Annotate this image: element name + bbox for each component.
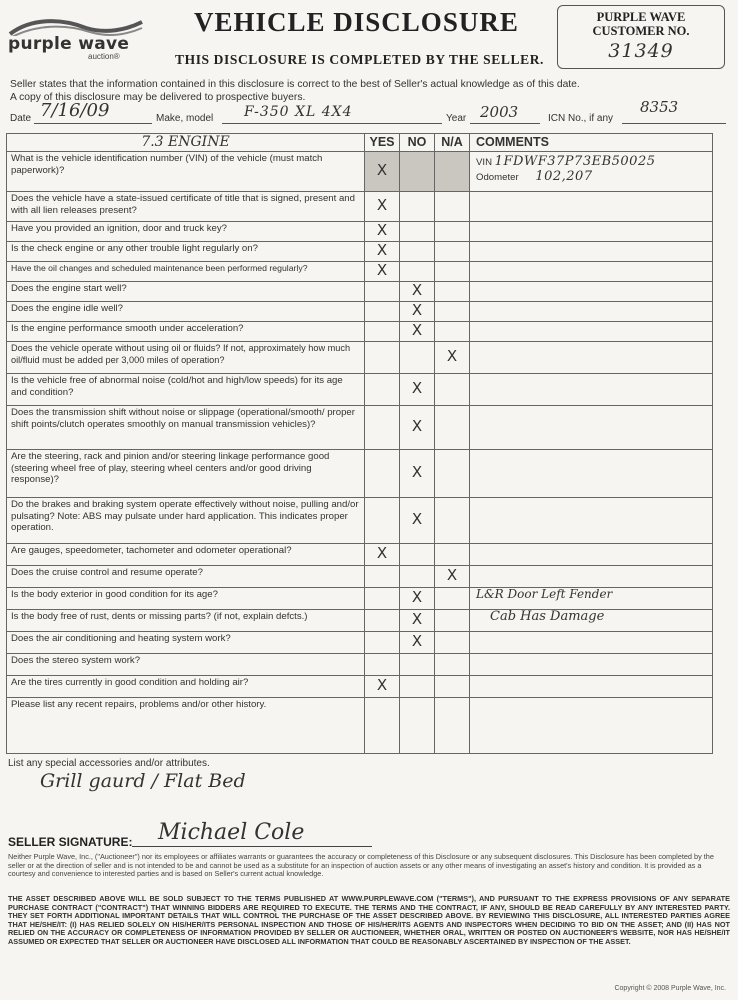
make-value: F-350 XL 4X4	[244, 104, 353, 120]
terms-text: THE ASSET DESCRIBED ABOVE WILL BE SOLD SUBJECT TO THE TERMS PUBLISHED AT WWW.PURPLEWAVE.COM ("TERMS"), AND PURSUANT TO THE EXPRESS PROVISIONS OF ANY SEPARATE PURCHASE CONTRACT ("CONTRACT") THAT WINNING BIDDERS ARE REQUIRED TO EXECUTE. THE TERMS AND THE CONTRACT, IF ANY, SHOULD BE READ CAREFULLY BY ANY INTERESTED PARTY. THEY SET FORTH ADDITIONAL IMPORTANT DETAILS THAT WILL CONTROL THE PURCHASE OF THE ASSET DESCRIBED ABOVE. BY REVIEWING THIS DISCLOSURE, ALL INTERESTED PARTIES AGREE THAT HE/SHE/IT: (I) HAS RELIED SOLELY ON HIS/HER/ITS PERSONAL INSPECTION AND THOSE OF HIS/HER/ITS AGENTS AND INSPECTORS WHEN DECIDING TO BID ON THE ASSET; AND (II) HAS NOT RELIED ON THE ACCURACY OR COMPLETENESS OF INFORMATION PROVIDED BY SELLER OR AUCTIONEER, WHETHER ORAL, WRITTEN OR POSTED ON AUCTIONEER'S WEBSITE, NOR HAS HE/SHE/IT ASSUMED OR EXPECTED THAT SELLER OR AUCTIONEER HAVE DISCLOSED ALL INFORMATION THAT COULD BE REASONABLY ASCERTAINED BY INSPECTION OF THE ASSET.	[8, 894, 730, 946]
table-row	[7, 676, 713, 698]
logo-sub: auction®	[88, 52, 120, 61]
table-row	[7, 222, 713, 242]
yes-mark: X	[376, 260, 388, 279]
table-row	[7, 242, 713, 262]
customer-number-value: 31349	[608, 40, 674, 62]
question-text: Does the stereo system work?	[7, 654, 365, 676]
table-row	[7, 544, 713, 566]
signature-line	[132, 846, 372, 847]
no-mark: X	[411, 280, 423, 299]
table-row	[7, 152, 713, 192]
icn-value: 8353	[640, 98, 679, 116]
answer-yes	[365, 152, 400, 192]
vin-value: 1FDWF37P73EB50025	[494, 154, 656, 169]
table-row	[7, 632, 713, 654]
accessories-label: List any special accessories and/or attributes.	[8, 758, 210, 769]
yes-mark: X	[376, 160, 388, 179]
table-row	[7, 406, 713, 450]
year-label: Year	[446, 113, 467, 124]
logo-brand: purple wave	[8, 34, 130, 54]
yes-mark: X	[376, 220, 388, 239]
intro-line-1: Seller states that the information contained in this disclosure is correct to the best of Seller's actual knowledge as of this date.	[10, 79, 580, 90]
signature-value: Michael Cole	[158, 820, 305, 845]
odometer-value: 102,207	[535, 168, 593, 184]
table-row	[7, 302, 713, 322]
yes-mark: X	[376, 675, 388, 694]
table-row	[7, 498, 713, 544]
question-text: Is the body exterior in good condition for its age?	[7, 588, 365, 610]
disclaimer-text: Neither Purple Wave, Inc., ("Auctioneer") nor its employees or affiliates warrants or guarantees the accuracy or completeness of this Disclosure or any subsequent disclosures. This Disclosure has been completed by the seller or at the direction of seller and is not intended to be and cannot be used as a substitute for an inspection of auction assets or any other means of investigating an asset's history and condition. It is provided as a courtesy and convenience to interested parties and is based on Seller's current actual knowledge.	[8, 852, 714, 879]
table-row	[7, 450, 713, 498]
answer-na	[435, 152, 470, 192]
no-mark: X	[411, 509, 423, 528]
yes-mark: X	[376, 543, 388, 562]
question-text: Does the vehicle operate without using oil or fluids? If not, approximately how much oil/fluid must be added per 3,000 miles of operation?	[7, 342, 365, 374]
wave-logo-icon	[6, 16, 146, 36]
question-text: Are the steering, rack and pinion and/or steering linkage performance good (steering wheel free of play, steering wheel centers and/or good driving response)?	[7, 450, 365, 498]
make-label: Make, model	[156, 113, 214, 124]
question-text: Does the transmission shift without noise or slippage (operational/smooth/ proper shift points/clutch operates smoothly on manual transmission vehicles)?	[7, 406, 365, 450]
question-text: Is the vehicle free of abnormal noise (cold/hot and high/low speeds) for its age and condition?	[7, 374, 365, 406]
question-text: Have you provided an ignition, door and truck key?	[7, 222, 365, 242]
question-text: Does the engine idle well?	[7, 302, 365, 322]
customer-label-line2: CUSTOMER NO.	[592, 24, 690, 38]
table-row	[7, 374, 713, 406]
intro-line-2: A copy of this disclosure may be delivered to prospective buyers.	[10, 92, 306, 103]
copyright: Copyright © 2008 Purple Wave, Inc.	[614, 985, 726, 992]
question-text: Is the engine performance smooth under acceleration?	[7, 322, 365, 342]
table-row	[7, 262, 713, 282]
disclosure-table	[6, 133, 713, 754]
no-mark: X	[411, 462, 423, 481]
question-text: Are gauges, speedometer, tachometer and odometer operational?	[7, 544, 365, 566]
accessories-value: Grill gaurd / Flat Bed	[40, 770, 246, 792]
na-mark: X	[446, 565, 458, 584]
question-text: Does the engine start well?	[7, 282, 365, 302]
no-mark: X	[411, 587, 423, 606]
table-row	[7, 698, 713, 754]
table-header-row	[7, 134, 713, 152]
no-mark: X	[411, 300, 423, 319]
question-text: What is the vehicle identification number (VIN) of the vehicle (must match paperwork)?	[7, 152, 365, 192]
table-row	[7, 282, 713, 302]
table-row	[7, 342, 713, 374]
header-no: NO	[400, 134, 435, 152]
intro-text	[10, 78, 730, 104]
question-text: Is the check engine or any other trouble light regularly on?	[7, 242, 365, 262]
question-text: Are the tires currently in good condition and holding air?	[7, 676, 365, 698]
comment-rust: Cab Has Damage	[490, 609, 605, 624]
question-text: Please list any recent repairs, problems and/or other history.	[7, 698, 365, 754]
customer-number-box	[557, 5, 725, 69]
no-mark: X	[411, 416, 423, 435]
customer-label-line1: PURPLE WAVE	[596, 10, 686, 24]
header-comments: COMMENTS	[470, 134, 713, 152]
question-text: Have the oil changes and scheduled maintenance been performed regularly?	[7, 262, 365, 282]
odometer-label: Odometer	[476, 171, 519, 183]
question-text: Do the brakes and braking system operate effectively without noise, pulling and/or pulsating? Note: ABS may pulsate under hard application. This indicates proper operation.	[7, 498, 365, 544]
no-mark: X	[411, 378, 423, 397]
date-value: 7/16/09	[40, 100, 110, 121]
engine-note: 7.3 ENGINE	[141, 133, 230, 150]
year-value: 2003	[480, 103, 519, 121]
question-text: Does the cruise control and resume operate?	[7, 566, 365, 588]
question-text: Does the air conditioning and heating system work?	[7, 632, 365, 654]
header-na: N/A	[435, 134, 470, 152]
table-row	[7, 610, 713, 632]
vin-odometer-cell	[470, 152, 713, 192]
question-text: Does the vehicle have a state-issued certificate of title that is signed, present and with all lien releases present?	[7, 192, 365, 222]
question-text: Is the body free of rust, dents or missing parts? (if not, explain defcts.)	[7, 610, 365, 632]
table-row	[7, 192, 713, 222]
icn-label: ICN No., if any	[548, 113, 614, 124]
signature-label: SELLER SIGNATURE:	[8, 835, 133, 849]
table-row	[7, 588, 713, 610]
header-yes: YES	[365, 134, 400, 152]
table-row	[7, 322, 713, 342]
page-subtitle: THIS DISCLOSURE IS COMPLETED BY THE SELLER.	[175, 52, 545, 67]
purple-wave-logo	[6, 16, 146, 61]
comment-body: L&R Door Left Fender	[476, 587, 613, 601]
no-mark: X	[411, 320, 423, 339]
na-mark: X	[446, 346, 458, 365]
date-label: Date	[10, 113, 32, 124]
no-mark: X	[411, 609, 423, 628]
page-title: VEHICLE DISCLOSURE	[194, 7, 519, 37]
table-row	[7, 654, 713, 676]
table-row	[7, 566, 713, 588]
yes-mark: X	[376, 195, 388, 214]
answer-no	[400, 152, 435, 192]
yes-mark: X	[376, 240, 388, 259]
no-mark: X	[411, 631, 423, 650]
vin-label: VIN	[476, 157, 492, 168]
